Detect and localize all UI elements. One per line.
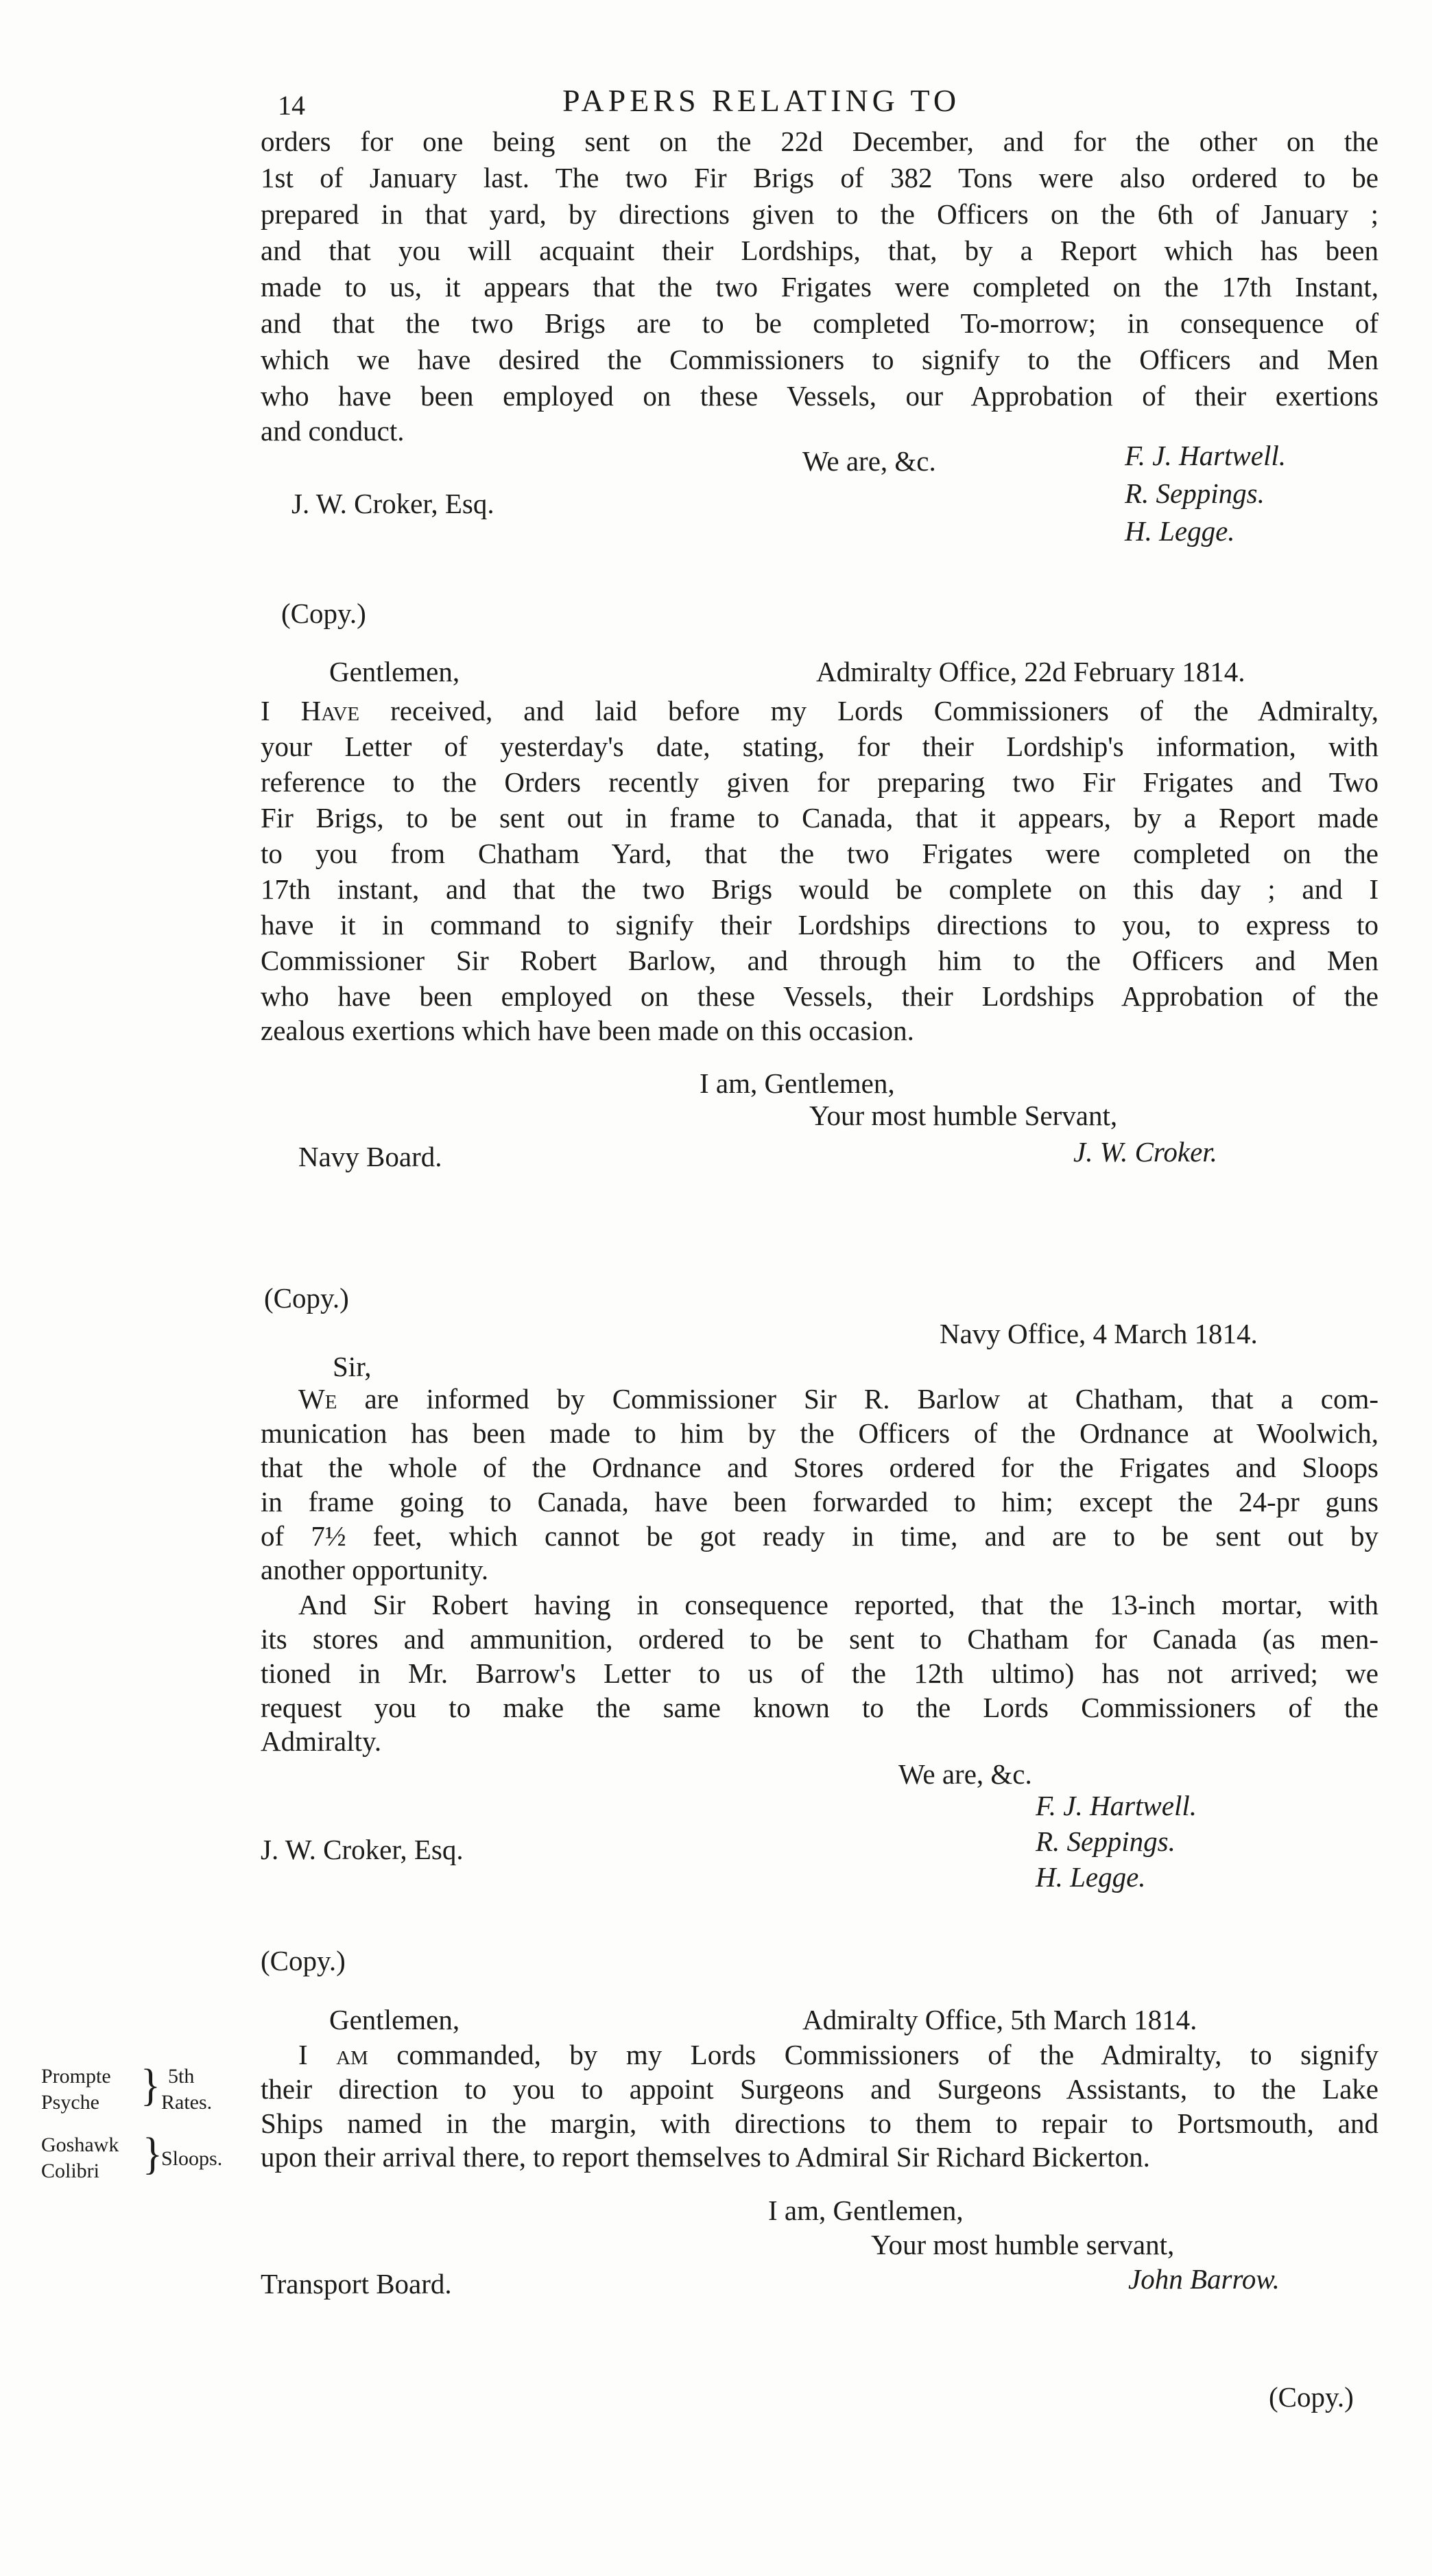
text-line: made to us, it appears that the two Frigates were completed on the 17th Instant, (261, 271, 1379, 303)
text-line: their direction to you to appoint Surgeons and Surgeons Assistants, to the Lake (261, 2073, 1379, 2105)
running-title: PAPERS RELATING TO (562, 83, 961, 118)
margin-note-ship: Colibri (41, 2160, 100, 2182)
text-line-last: zealous exertions which have been made on this occasion. (261, 1015, 914, 1046)
text-line-last: and conduct. (261, 415, 405, 447)
text-line: prepared in that yard, by directions given to the Officers on the 6th of January ; (261, 198, 1379, 230)
text-line (261, 1382, 1379, 1416)
text-line: which we have desired the Commissioners to signify to the Officers and Men (261, 344, 1379, 375)
signatory: F. J. Hartwell. (1036, 1790, 1197, 1821)
text-line-last: another opportunity. (261, 1554, 489, 1585)
margin-note-class: 5th (168, 2065, 195, 2088)
place-date: Admiralty Office, 5th March 1814. (802, 2004, 1197, 2035)
text-line: that the whole of the Ordnance and Stores ordered for the Frigates and Sloops (261, 1452, 1379, 1483)
text-fragment: are informed by Commissioner Sir R. Barlow at Chatham, that a com- (364, 1383, 1379, 1415)
letter4-body (261, 2037, 1379, 2140)
signatory: John Barrow. (1128, 2263, 1280, 2295)
brace-icon: } (141, 2059, 160, 2110)
copy-label: (Copy.) (264, 1282, 349, 1314)
closing: I am, Gentlemen, (768, 2195, 964, 2226)
text-fragment: commanded, by my Lords Commissioners of the Admiralty, to signify (396, 2039, 1379, 2070)
closing: I am, Gentlemen, (700, 1067, 895, 1099)
first-word: We (298, 1383, 337, 1415)
text-line: Fir Brigs, to be sent out in frame to Canada, that it appears, by a Report made (261, 802, 1379, 834)
text-line: reference to the Orders recently given for preparing two Fir Frigates and Two (261, 766, 1379, 798)
text-line: request you to make the same known to the Lords Commissioners of the (261, 1692, 1379, 1723)
place-date: Navy Office, 4 March 1814. (940, 1318, 1258, 1349)
text-line: 1st of January last. The two Fir Brigs of 382 Tons were also ordered to be (261, 162, 1379, 193)
text-line: its stores and ammunition, ordered to be sent to Chatham for Canada (as men- (261, 1623, 1379, 1655)
text-line: to you from Chatham Yard, that the two Frigates were completed on the (261, 838, 1379, 869)
text-fragment: received, and laid before my Lords Commissioners of the Admiralty, (390, 695, 1379, 726)
copy-label: (Copy.) (261, 1945, 346, 1976)
margin-note-ship: Prompte (41, 2065, 111, 2088)
margin-note-ship: Goshawk (41, 2134, 119, 2156)
salutation: Gentlemen, (329, 656, 460, 687)
addressee: Navy Board. (298, 1141, 442, 1172)
text-line: and that you will acquaint their Lordships, that, by a Report which has been (261, 235, 1379, 266)
first-word: I Have (261, 695, 360, 726)
closing: We are, &c. (898, 1758, 1032, 1790)
margin-note-class: Sloops. (161, 2147, 223, 2170)
letter3-body-a (261, 1382, 1379, 1553)
text-line: who have been employed on these Vessels, their Lordships Approbation of the (261, 980, 1379, 1012)
text-line: Commissioner Sir Robert Barlow, and through him to the Officers and Men (261, 945, 1379, 976)
text-line (261, 693, 1379, 729)
place-date: Admiralty Office, 22d February 1814. (816, 656, 1245, 687)
letter3-body-b (261, 1587, 1379, 1725)
text-line: your Letter of yesterday's date, stating, for their Lordship's information, with (261, 731, 1379, 762)
text-line: Ships named in the margin, with directions to them to repair to Portsmouth, and (261, 2107, 1379, 2139)
copy-label: (Copy.) (281, 598, 366, 629)
margin-note-class: Rates. (161, 2091, 213, 2114)
text-line: munication has been made to him by the Officers of the Ordnance at Woolwich, (261, 1417, 1379, 1449)
signatory: R. Seppings. (1125, 477, 1265, 509)
margin-note-ship: Psyche (41, 2091, 99, 2114)
closing: Your most humble Servant, (809, 1100, 1118, 1131)
addressee: J. W. Croker, Esq. (261, 1834, 464, 1865)
text-line-last: Admiralty. (261, 1725, 382, 1757)
text-line: have it in command to signify their Lordships directions to you, to express to (261, 909, 1379, 941)
signatory: H. Legge. (1125, 515, 1235, 547)
letter2-body (261, 693, 1379, 1014)
copy-label: (Copy.) (1269, 2381, 1354, 2413)
text-line: and that the two Brigs are to be completed To-morrow; in consequence of (261, 307, 1379, 339)
text-line (261, 2037, 1379, 2072)
text-line: tioned in Mr. Barrow's Letter to us of the 12th ultimo) has not arrived; we (261, 1657, 1379, 1689)
closing: Your most humble servant, (871, 2229, 1175, 2260)
letter1-body (261, 123, 1379, 414)
closing: We are, &c. (802, 445, 936, 477)
text-line: of 7½ feet, which cannot be got ready in time, and are to be sent out by (261, 1520, 1379, 1552)
text-line: orders for one being sent on the 22d December, and for the other on the (261, 126, 1379, 157)
text-line: in frame going to Canada, have been forwarded to him; except the 24-pr guns (261, 1486, 1379, 1517)
signatory: F. J. Hartwell. (1125, 440, 1286, 471)
salutation: Gentlemen, (329, 2004, 460, 2035)
text-line: who have been employed on these Vessels, our Approbation of their exertions (261, 380, 1379, 412)
first-word: I am (298, 2039, 368, 2070)
salutation: Sir, (333, 1351, 372, 1382)
signatory: J. W. Croker. (1073, 1136, 1217, 1168)
brace-icon: } (143, 2128, 163, 2179)
signatory: H. Legge. (1036, 1861, 1146, 1893)
signatory: R. Seppings. (1036, 1825, 1176, 1857)
text-line: And Sir Robert having in consequence reported, that the 13-inch mortar, with (298, 1589, 1379, 1620)
text-line: 17th instant, and that the two Brigs would be complete on this day ; and I (261, 873, 1379, 905)
addressee: J. W. Croker, Esq. (291, 488, 494, 519)
addressee: Transport Board. (261, 2268, 452, 2300)
text-line-last: upon their arrival there, to report themselves to Admiral Sir Richard Bickerton. (261, 2141, 1150, 2173)
page-number: 14 (278, 90, 305, 121)
